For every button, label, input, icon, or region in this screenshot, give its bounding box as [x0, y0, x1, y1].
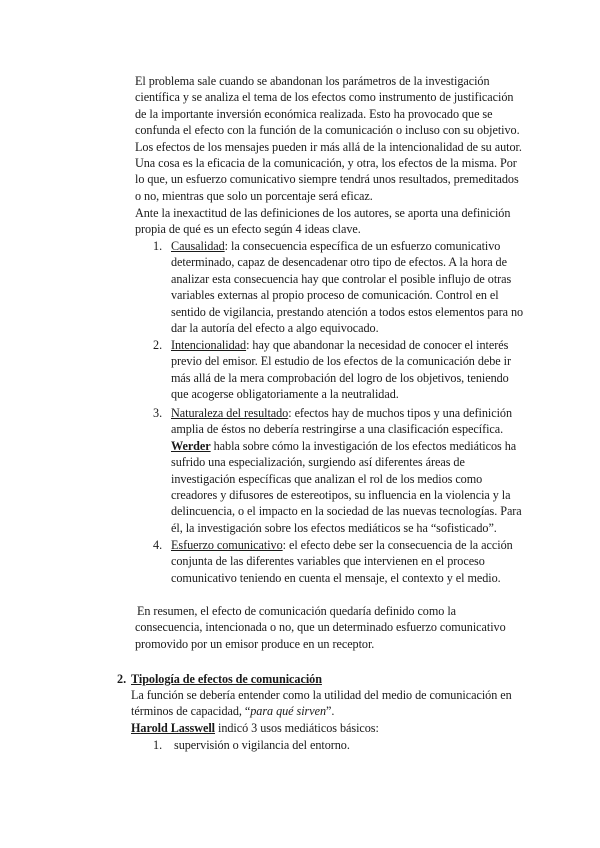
use-1-number: 1.: [153, 738, 163, 752]
key-idea-2-text: : hay que abandonar la necesidad de conocer el interés previo del emisor. El estudio de los efectos de la comunicación debe ir más allá de la mera comprobación del logro de los objetivos, teniendo que acogerse obligatoriamente a la neutralidad.: [171, 338, 511, 402]
section-2-lasswell-text: indicó 3 usos mediáticos básicos:: [215, 721, 379, 735]
key-idea-2-number: 2.: [153, 338, 163, 352]
key-idea-3-number: 3.: [153, 406, 163, 420]
key-idea-1-text: : la consecuencia específica de un esfuerzo comunicativo determinado, capaz de desencadenar otro tipo de efectos. A la hora de analizar esta consecuencia hay que controlar el posible influjo de otras variables externas al propio proceso de comunicación. Control en el sentido de vigilancia, prestando atención a todos estos elementos para no dar la autoría del efecto a algo equivocado.: [171, 239, 524, 336]
key-idea-1-number: 1.: [153, 239, 163, 253]
use-1-text: supervisión o vigilancia del entorno.: [174, 738, 350, 752]
section-2-function-end: ”.: [326, 704, 335, 719]
key-idea-1-term: Causalidad: [171, 239, 225, 253]
key-idea-3-author: Werder: [171, 438, 211, 453]
definition-intro-paragraph: [135, 205, 525, 238]
intro-text: El problema sale cuando se abandonan los parámetros de la investigación científica y se analiza el tema de los efectos como instrumento de justificación de la importante inversión económica realizada. Esto ha provocado que se confunda el efecto con la función de la comunicación o incluso con su objetivo. Los efectos de los mensajes pueden ir más allá de la intencionalidad de su autor. Una cosa es la eficacia de la comunicación, y otra, los efectos de la misma. Por lo que, un esfuerzo comunicativo siempre tendrá unos resultados, premeditados o no, mientras que solo un porcentaje será eficaz.: [135, 74, 522, 203]
key-idea-2-term: Intencionalidad: [171, 338, 247, 352]
key-idea-2: [171, 337, 519, 403]
section-2-number: 2.: [117, 672, 127, 686]
section-2-function-paragraph: [131, 687, 521, 720]
key-idea-3: [171, 405, 524, 536]
section-2-function-italic: para qué sirven: [250, 704, 327, 719]
key-idea-4-term: Esfuerzo comunicativo: [171, 538, 283, 552]
key-idea-4: [171, 537, 523, 586]
key-idea-3-author-text: habla sobre cómo la investigación de los efectos mediáticos ha sufrido una especialización, surgiendo así diferentes áreas de investigación específicas que analizan el rol de los medios como creadores y difusores de estereotipos, su influencia en la violencia y la delincuencia, o el impacto en la sociedad de las nuevas tecnologías. Para él, la investigación sobre los efectos mediáticos se ha “sofisticado”.: [171, 438, 522, 535]
key-idea-4-number: 4.: [153, 538, 163, 552]
key-idea-3-text: : efectos hay de muchos tipos y una definición amplia de éstos no debería restringirse a una clasificación específica.: [171, 406, 513, 437]
section-2-title-text: Tipología de efectos de comunicación: [131, 672, 322, 686]
section-2-title: [131, 671, 531, 687]
key-idea-3-term: Naturaleza del resultado: [171, 406, 289, 420]
use-1: [174, 737, 514, 753]
summary-text: En resumen, el efecto de comunicación quedaría definido como la consecuencia, intencionada o no, que un determinado esfuerzo comunicativo promovido por un emisor produce en un receptor.: [135, 604, 506, 651]
key-idea-4-text: : el efecto debe ser la consecuencia de la acción conjunta de las diferentes variables que intervienen en el proceso comunicativo teniendo en cuenta el mensaje, el contexto y el medio.: [171, 538, 513, 585]
intro-paragraph: [135, 73, 523, 204]
section-2-lasswell-name: Harold Lasswell: [131, 721, 216, 735]
key-idea-1: [171, 238, 526, 336]
section-2-lasswell-paragraph: [131, 720, 521, 736]
definition-intro-text: Ante la inexactitud de las definiciones de los autores, se aporta una definición propia de qué es un efecto según 4 ideas clave.: [135, 206, 511, 237]
summary-paragraph: [135, 603, 523, 652]
section-2-function-text: La función se debería entender como la utilidad del medio de comunicación en términos de capacidad, “: [131, 688, 512, 719]
